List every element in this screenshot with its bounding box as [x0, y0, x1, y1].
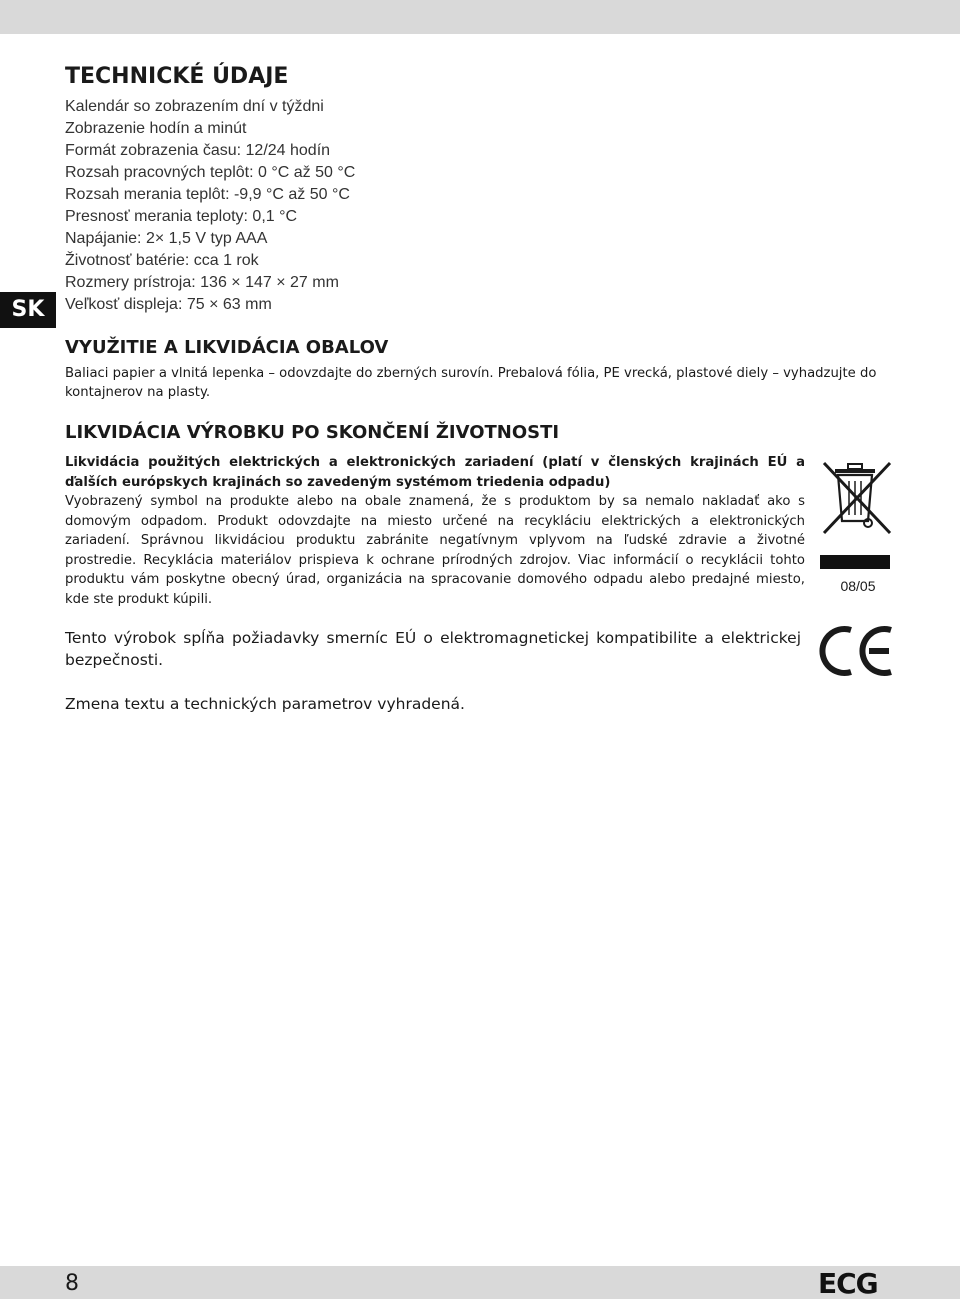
- disposal-lead: Likvidácia použitých elektrických a elektronických zariadení (platí v členských krajinách EÚ a ďalších európskych krajinách so zavedeným systémom triedenia odpadu): [65, 455, 805, 490]
- weee-code: 08/05: [840, 578, 876, 594]
- spec-item: Presnosť merania teploty: 0,1 °C: [65, 208, 298, 225]
- technical-title: TECHNICKÉ ÚDAJE: [65, 64, 289, 89]
- reserved-note: Zmena textu a technických parametrov vyhradená.: [65, 695, 465, 713]
- header-band: [0, 0, 960, 34]
- packaging-section: [65, 336, 900, 402]
- spec-item: Rozmery prístroja: 136 × 147 × 27 mm: [65, 274, 339, 291]
- spec-item: Napájanie: 2× 1,5 V typ AAA: [65, 230, 268, 247]
- brand-logo: ECG: [818, 1267, 878, 1300]
- packaging-title: VYUŽITIE A LIKVIDÁCIA OBALOV: [65, 337, 389, 358]
- spec-item: Zobrazenie hodín a minút: [65, 120, 247, 137]
- spec-item: Formát zobrazenia času: 12/24 hodín: [65, 142, 331, 159]
- spec-item: Rozsah merania teplôt: -9,9 °C až 50 °C: [65, 186, 350, 203]
- disposal-text: Vyobrazený symbol na produkte alebo na obale znamená, že s produktom by sa nemalo nakladať ako s domovým odpadom. Produkt odovzdajte na miesto určené na recykláciu elektrických a elektronických zariadení. Správnou likvidáciou produktu zabránite negatívnym vplyvom na ľudské zdravie a životné prostredie. Recyklácia materiálov prispieva k ochrane prírodných zdrojov. Viac informácií o recyklácii tohto produktu vám poskytne obecný úrad, organizácia na spracovanie domového odpadu alebo predajné miesto, kde ste produkt kúpili.: [65, 494, 805, 607]
- disposal-section: [65, 421, 900, 609]
- spec-item: Rozsah pracovných teplôt: 0 °C až 50 °C: [65, 164, 356, 181]
- disposal-title: LIKVIDÁCIA VÝROBKU PO SKONČENÍ ŽIVOTNOSTI: [65, 422, 560, 443]
- page-number: 8: [65, 1271, 79, 1296]
- crossed-out-wheelie-bin-icon: [818, 455, 898, 595]
- spec-list: [65, 96, 900, 316]
- spec-item: Životnosť batérie: cca 1 rok: [65, 252, 259, 269]
- language-tab: SK: [0, 292, 56, 328]
- ce-mark-icon: [817, 622, 897, 680]
- technical-section: [65, 60, 900, 316]
- spec-item: Kalendár so zobrazením dní v týždni: [65, 98, 324, 115]
- footer-band: [0, 1266, 960, 1299]
- spec-item: Veľkosť displeja: 75 × 63 mm: [65, 296, 272, 313]
- packaging-text: Baliaci papier a vlnitá lepenka – odovzdajte do zberných surovín. Prebalová fólia, PE vrecká, plastové diely – vyhadzujte do kontajnerov na plasty.: [65, 366, 877, 400]
- disposal-body: [65, 453, 805, 609]
- compliance-text: Tento výrobok spĺňa požiadavky smerníc EÚ o elektromagnetickej kompatibilite a elektrickej bezpečnosti.: [65, 629, 801, 669]
